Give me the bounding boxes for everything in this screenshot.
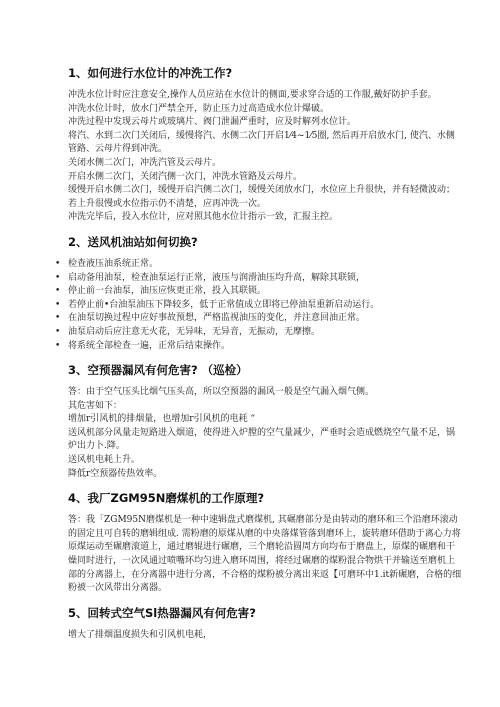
paragraph: 其危害如下：: [68, 400, 123, 411]
bullet-icon: •: [55, 258, 61, 269]
list-item: • 启动备用油泵，检查油泵运行正常，液压与润滑油压均升高，解除其联锁，: [58, 272, 462, 286]
bullet-icon: •: [55, 299, 61, 310]
paragraph: 冲洗完毕后，投入水位计，应对照其他水位计指示一致，汇报主控。: [68, 212, 339, 223]
paragraph: 答：由于空气压头比烟气压头高，所以空预器的漏风一般是空气漏入烟气侧。: [68, 387, 375, 398]
list-item: • 在油泵切换过程中应好事故预想，严格监视油压的变化，并注意回油正常。: [58, 312, 462, 326]
bullet-icon: •: [55, 326, 61, 337]
bullet-icon: •: [55, 340, 61, 351]
section-5-title: 5、回转式空气Sl热器漏风有何危害?: [68, 605, 256, 620]
paragraph: 开启水侧二次门，关闭汽侧一次门，冲洗水管路及云母片。: [68, 171, 303, 182]
list-item: • 将系统全部检查一遍，正常后结束操作。: [58, 340, 462, 354]
paragraph: 增加r引风机的排烟量，也增加r引风机的电耗 “: [68, 414, 256, 425]
section-4-title: 4、我厂ZGM95N磨煤机的工作原理?: [68, 491, 265, 506]
paragraph: 将汽、水到二次门关闭后，缓慢将汽、水侧二次门开启1⁄4~1⁄5圈, 然后再开启放水门, 使汽、水侧管路、云母片得到冲洗。: [68, 130, 455, 155]
list-item: • 停止前一台油泵，油压应恢更正常，投入其联锁。: [58, 285, 462, 299]
list-item: • 检查液压油系统正常。: [58, 258, 462, 272]
paragraph: 送风机电耗上升。: [68, 455, 141, 466]
paragraph: 冲洗水位计时应注意安全,操作人员应站在水位计的侧面,要求穿合适的工作服,戴好防护手套。: [68, 90, 437, 100]
section-5: [58, 606, 462, 643]
list-item: • 油泵启动后应注意无火花，无异味，无异音，无振动，无摩擦。: [58, 326, 462, 340]
section-4: [58, 491, 462, 596]
bullet-icon: •: [55, 286, 61, 297]
paragraph: 答：我「ZGM95N磨煤机是一种中速辑盘式磨煤机, 其碾磨部分是由转动的磨环和三个沿磨环滚动的固定且可自转的磨辑组成. 需粉磨的原煤从磨的中央落煤管落到磨环上，旋转磨环借助于离心力将原煤运动至碾磨滚道上，通过磨辊进行碾磨，三个磨轮沿圆周方向均布于磨盘上，原煤的碾磨和干燥同时进行，一次风通过喷嘴环均匀进入磨环周围，将经过碾磨的煤粉混合物烘干并输送至磨机上部的分离器上，在分离器中进行分离，不合格的煤粉被分离出来返【可磨环中1.it新碾磨，合格的细粉被一次风带出分离器。: [68, 515, 462, 594]
section-2-title: 2、送风机油站如何切换?: [68, 234, 198, 249]
paragraph: 送风机部分风量走短路进入烟道，使得进入炉膛的空气量减少，严垂时会造成燃烧空气量不足，锅炉出力卜.降。: [68, 427, 456, 452]
bullet-icon: •: [55, 272, 61, 283]
paragraph: 降低r空预器传热效率。: [68, 468, 163, 479]
paragraph: 缓慢开启水侧二次门，缓慢开启汽侧二次门，缓慢关闭放水门，水位应上升很快，并有轻微波动；若上升很慢或水位指示仍不清楚，应再冲洗一次。: [68, 185, 456, 209]
section-3: [58, 363, 462, 481]
section-3-title: 3、空预器漏风有何危害? （巡检）: [68, 363, 248, 378]
section-1-title: 1、如何进行水位计的冲洗工作?: [68, 66, 233, 80]
paragraph: 关闭水侧二次门，冲洗汽管及云母片。: [68, 157, 222, 168]
paragraph: 冲洗过程中发现云母片或玻璃片、阀门泄漏严重时，应及时解列水位计。: [68, 117, 357, 128]
bullet-list: [55, 258, 462, 353]
list-item: • 若停止前•台油泵油压下降较多，低于正常值成立即将已停油泵重新启动运行。: [58, 299, 462, 313]
section-2: [55, 234, 462, 353]
bullet-icon: •: [55, 313, 61, 324]
paragraph: 冲洗水位计时，放水门严禁全开，防止压力过高造成水位计爆破。: [68, 103, 330, 114]
section-1: [58, 66, 462, 225]
paragraph: 增大了排烟温度损失和引风机电耗，: [68, 629, 213, 640]
